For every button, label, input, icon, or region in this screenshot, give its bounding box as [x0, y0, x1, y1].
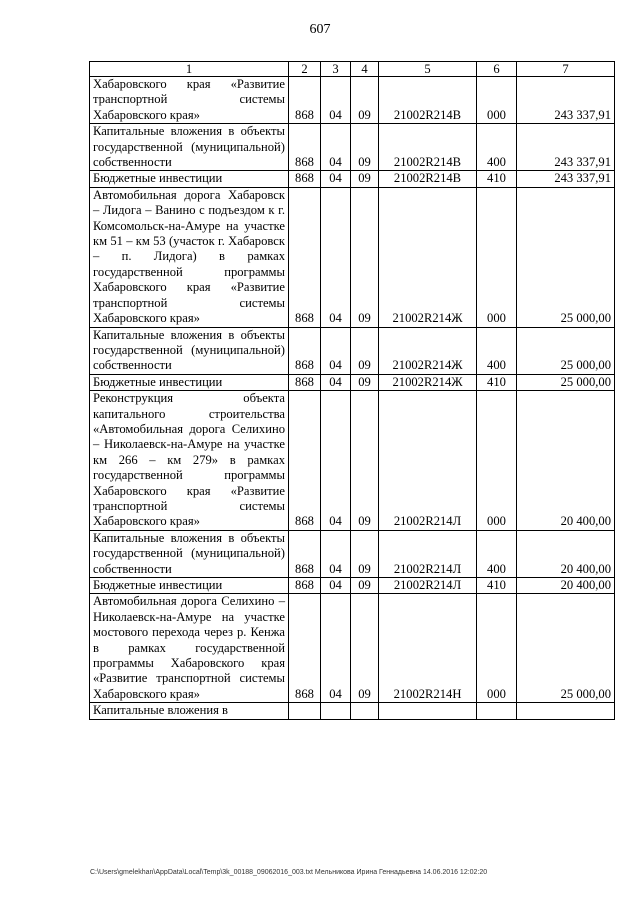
expense-type-cell: 410	[477, 171, 517, 187]
expense-name-cell: Капитальные вложения в объекты государственной (муниципальной) собственности	[90, 530, 289, 577]
expense-name-cell: Хабаровского края «Развитие транспортной системы Хабаровского края»	[90, 77, 289, 124]
expense-type-cell: 000	[477, 391, 517, 531]
target-article-cell	[379, 703, 477, 719]
subsection-code-cell: 09	[351, 594, 379, 703]
ministry-code-cell: 868	[289, 578, 321, 594]
section-code-cell: 04	[321, 374, 351, 390]
expense-name-cell: Бюджетные инвестиции	[90, 171, 289, 187]
amount-cell: 20 400,00	[517, 530, 615, 577]
section-code-cell: 04	[321, 77, 351, 124]
target-article-cell: 21002R214Л	[379, 578, 477, 594]
expense-type-cell: 000	[477, 187, 517, 327]
subsection-code-cell: 09	[351, 124, 379, 171]
column-header: 3	[321, 62, 351, 77]
expense-type-cell: 000	[477, 594, 517, 703]
subsection-code-cell: 09	[351, 374, 379, 390]
target-article-cell: 21002R214Ж	[379, 187, 477, 327]
subsection-code-cell: 09	[351, 77, 379, 124]
table-row	[90, 703, 615, 719]
column-header: 7	[517, 62, 615, 77]
ministry-code-cell: 868	[289, 327, 321, 374]
target-article-cell: 21002R214Н	[379, 594, 477, 703]
ministry-code-cell: 868	[289, 77, 321, 124]
expense-name-cell: Капитальные вложения в	[90, 703, 289, 719]
ministry-code-cell: 868	[289, 187, 321, 327]
expense-type-cell: 410	[477, 374, 517, 390]
section-code-cell: 04	[321, 187, 351, 327]
subsection-code-cell: 09	[351, 578, 379, 594]
expense-name-cell: Капитальные вложения в объекты государственной (муниципальной) собственности	[90, 124, 289, 171]
amount-cell: 20 400,00	[517, 391, 615, 531]
target-article-cell: 21002R214Ж	[379, 327, 477, 374]
subsection-code-cell: 09	[351, 187, 379, 327]
amount-cell: 25 000,00	[517, 374, 615, 390]
expense-type-cell: 000	[477, 77, 517, 124]
section-code-cell: 04	[321, 327, 351, 374]
amount-cell: 243 337,91	[517, 171, 615, 187]
section-code-cell: 04	[321, 391, 351, 531]
table-row	[90, 530, 615, 577]
column-header: 5	[379, 62, 477, 77]
amount-cell: 25 000,00	[517, 594, 615, 703]
table-row	[90, 171, 615, 187]
subsection-code-cell: 09	[351, 391, 379, 531]
expense-type-cell: 400	[477, 124, 517, 171]
column-header: 4	[351, 62, 379, 77]
section-code-cell: 04	[321, 171, 351, 187]
amount-cell: 25 000,00	[517, 327, 615, 374]
expense-name-cell: Реконструкция объекта капитального строительства «Автомобильная дорога Селихино – Николаевск-на-Амуре на участке км 266 – км 279» в рамках государственной программы Хабаровского края «Развитие транспортной системы Хабаровского края»	[90, 391, 289, 531]
target-article-cell: 21002R214В	[379, 77, 477, 124]
footer-file-path: C:\Users\gmelekhan\AppData\Local\Temp\3k_00188_09062016_003.txt Мельникова Ирина Геннадьевна 14.06.2016 12:02:20	[90, 869, 488, 876]
section-code-cell: 04	[321, 594, 351, 703]
amount-cell	[517, 703, 615, 719]
column-header: 6	[477, 62, 517, 77]
expense-type-cell: 410	[477, 578, 517, 594]
expense-type-cell: 400	[477, 530, 517, 577]
amount-cell: 243 337,91	[517, 124, 615, 171]
subsection-code-cell: 09	[351, 530, 379, 577]
expense-name-cell: Автомобильная дорога Селихино – Николаевск-на-Амуре на участке мостового перехода через р. Кенжа в рамках государственной программы Хабаровского края «Развитие транспортной системы Хабаровского края»	[90, 594, 289, 703]
target-article-cell: 21002R214Л	[379, 530, 477, 577]
amount-cell: 25 000,00	[517, 187, 615, 327]
page-number: 607	[309, 22, 331, 37]
column-header: 1	[90, 62, 289, 77]
table-row	[90, 327, 615, 374]
table-header-row	[90, 62, 615, 77]
budget-table	[89, 61, 615, 720]
section-code-cell: 04	[321, 530, 351, 577]
expense-name-cell: Бюджетные инвестиции	[90, 374, 289, 390]
ministry-code-cell: 868	[289, 124, 321, 171]
section-code-cell: 04	[321, 578, 351, 594]
expense-type-cell: 400	[477, 327, 517, 374]
table-row	[90, 578, 615, 594]
expense-name-cell: Бюджетные инвестиции	[90, 578, 289, 594]
ministry-code-cell: 868	[289, 171, 321, 187]
ministry-code-cell: 868	[289, 374, 321, 390]
table-row	[90, 594, 615, 703]
target-article-cell: 21002R214Л	[379, 391, 477, 531]
ministry-code-cell: 868	[289, 594, 321, 703]
expense-type-cell	[477, 703, 517, 719]
section-code-cell	[321, 703, 351, 719]
amount-cell: 20 400,00	[517, 578, 615, 594]
section-code-cell: 04	[321, 124, 351, 171]
target-article-cell: 21002R214Ж	[379, 374, 477, 390]
table-row	[90, 124, 615, 171]
table-row	[90, 77, 615, 124]
table-row	[90, 187, 615, 327]
ministry-code-cell: 868	[289, 391, 321, 531]
table-row	[90, 374, 615, 390]
ministry-code-cell	[289, 703, 321, 719]
subsection-code-cell: 09	[351, 327, 379, 374]
subsection-code-cell	[351, 703, 379, 719]
expense-name-cell: Капитальные вложения в объекты государственной (муниципальной) собственности	[90, 327, 289, 374]
expense-name-cell: Автомобильная дорога Хабаровск – Лидога – Ванино с подъездом к г. Комсомольск-на-Амуре на участке км 51 – км 53 (участок г. Хабаровск – п. Лидога) в рамках государственной программы Хабаровского края «Развитие транспортной системы Хабаровского края»	[90, 187, 289, 327]
column-header: 2	[289, 62, 321, 77]
ministry-code-cell: 868	[289, 530, 321, 577]
target-article-cell: 21002R214В	[379, 124, 477, 171]
subsection-code-cell: 09	[351, 171, 379, 187]
amount-cell: 243 337,91	[517, 77, 615, 124]
target-article-cell: 21002R214В	[379, 171, 477, 187]
table-row	[90, 391, 615, 531]
